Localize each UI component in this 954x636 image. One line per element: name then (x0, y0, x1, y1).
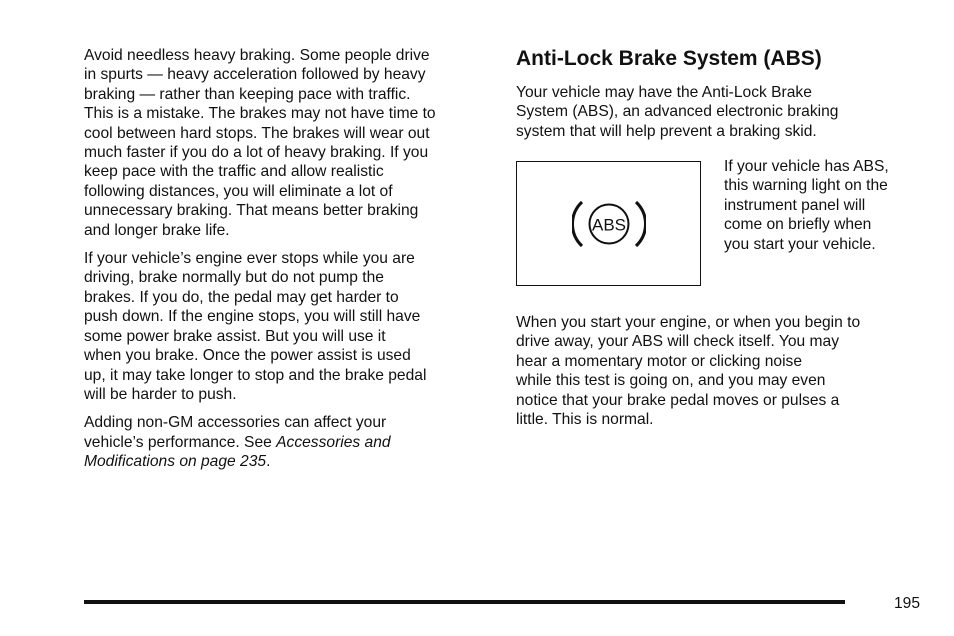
abs-warning-light-icon (572, 198, 646, 250)
page-number: 195 (893, 595, 920, 612)
abs-self-check-paragraph: When you start your engine, or when you begin to drive away, your ABS will check itself. You may hear a momentary motor or clicking noise while this test is going on, and you may even notice that your brake pedal moves or pulses a little. This is normal. (516, 314, 861, 429)
footer-rule (84, 600, 845, 604)
abs-icon-label: ABS (591, 215, 627, 235)
section-title: Anti-Lock Brake System (ABS) (516, 47, 822, 70)
left-column (84, 46, 484, 481)
accessories-reference-link[interactable]: Accessories and Modifications on page 235 (84, 433, 391, 471)
accessories-paragraph (84, 413, 484, 471)
abs-warning-light-figure (516, 161, 701, 286)
accessories-period: . (266, 453, 271, 471)
engine-stops-paragraph: If your vehicle’s engine ever stops while you are driving, brake normally but do not pump the brakes. If you do, the pedal may get harder to push down. If the engine stops, you will still have some power brake assist. But you will use it when you brake. Once the power assist is used up, it may take longer to stop and the brake pedal will be harder to push. (84, 250, 427, 403)
abs-intro-paragraph: Your vehicle may have the Anti-Lock Brake System (ABS), an advanced electronic braking system that will help prevent a braking skid. (516, 84, 839, 140)
braking-paragraph: Avoid needless heavy braking. Some people drive in spurts — heavy acceleration followed by heavy braking — rather than keeping pace with traffic. This is a mistake. The brakes may not have time to cool between hard stops. The brakes will wear out much faster if you do a lot of heavy braking. If you keep pace with the traffic and allow realistic following distances, you will eliminate a lot of unnecessary braking. That means better braking and longer brake life. (84, 47, 436, 239)
warning-light-description: If your vehicle has ABS, this warning light on the instrument panel will come on briefly when you start your vehicle. (724, 158, 889, 253)
accessories-text: Adding non-GM accessories can affect your vehicle’s performance. See (84, 414, 387, 451)
